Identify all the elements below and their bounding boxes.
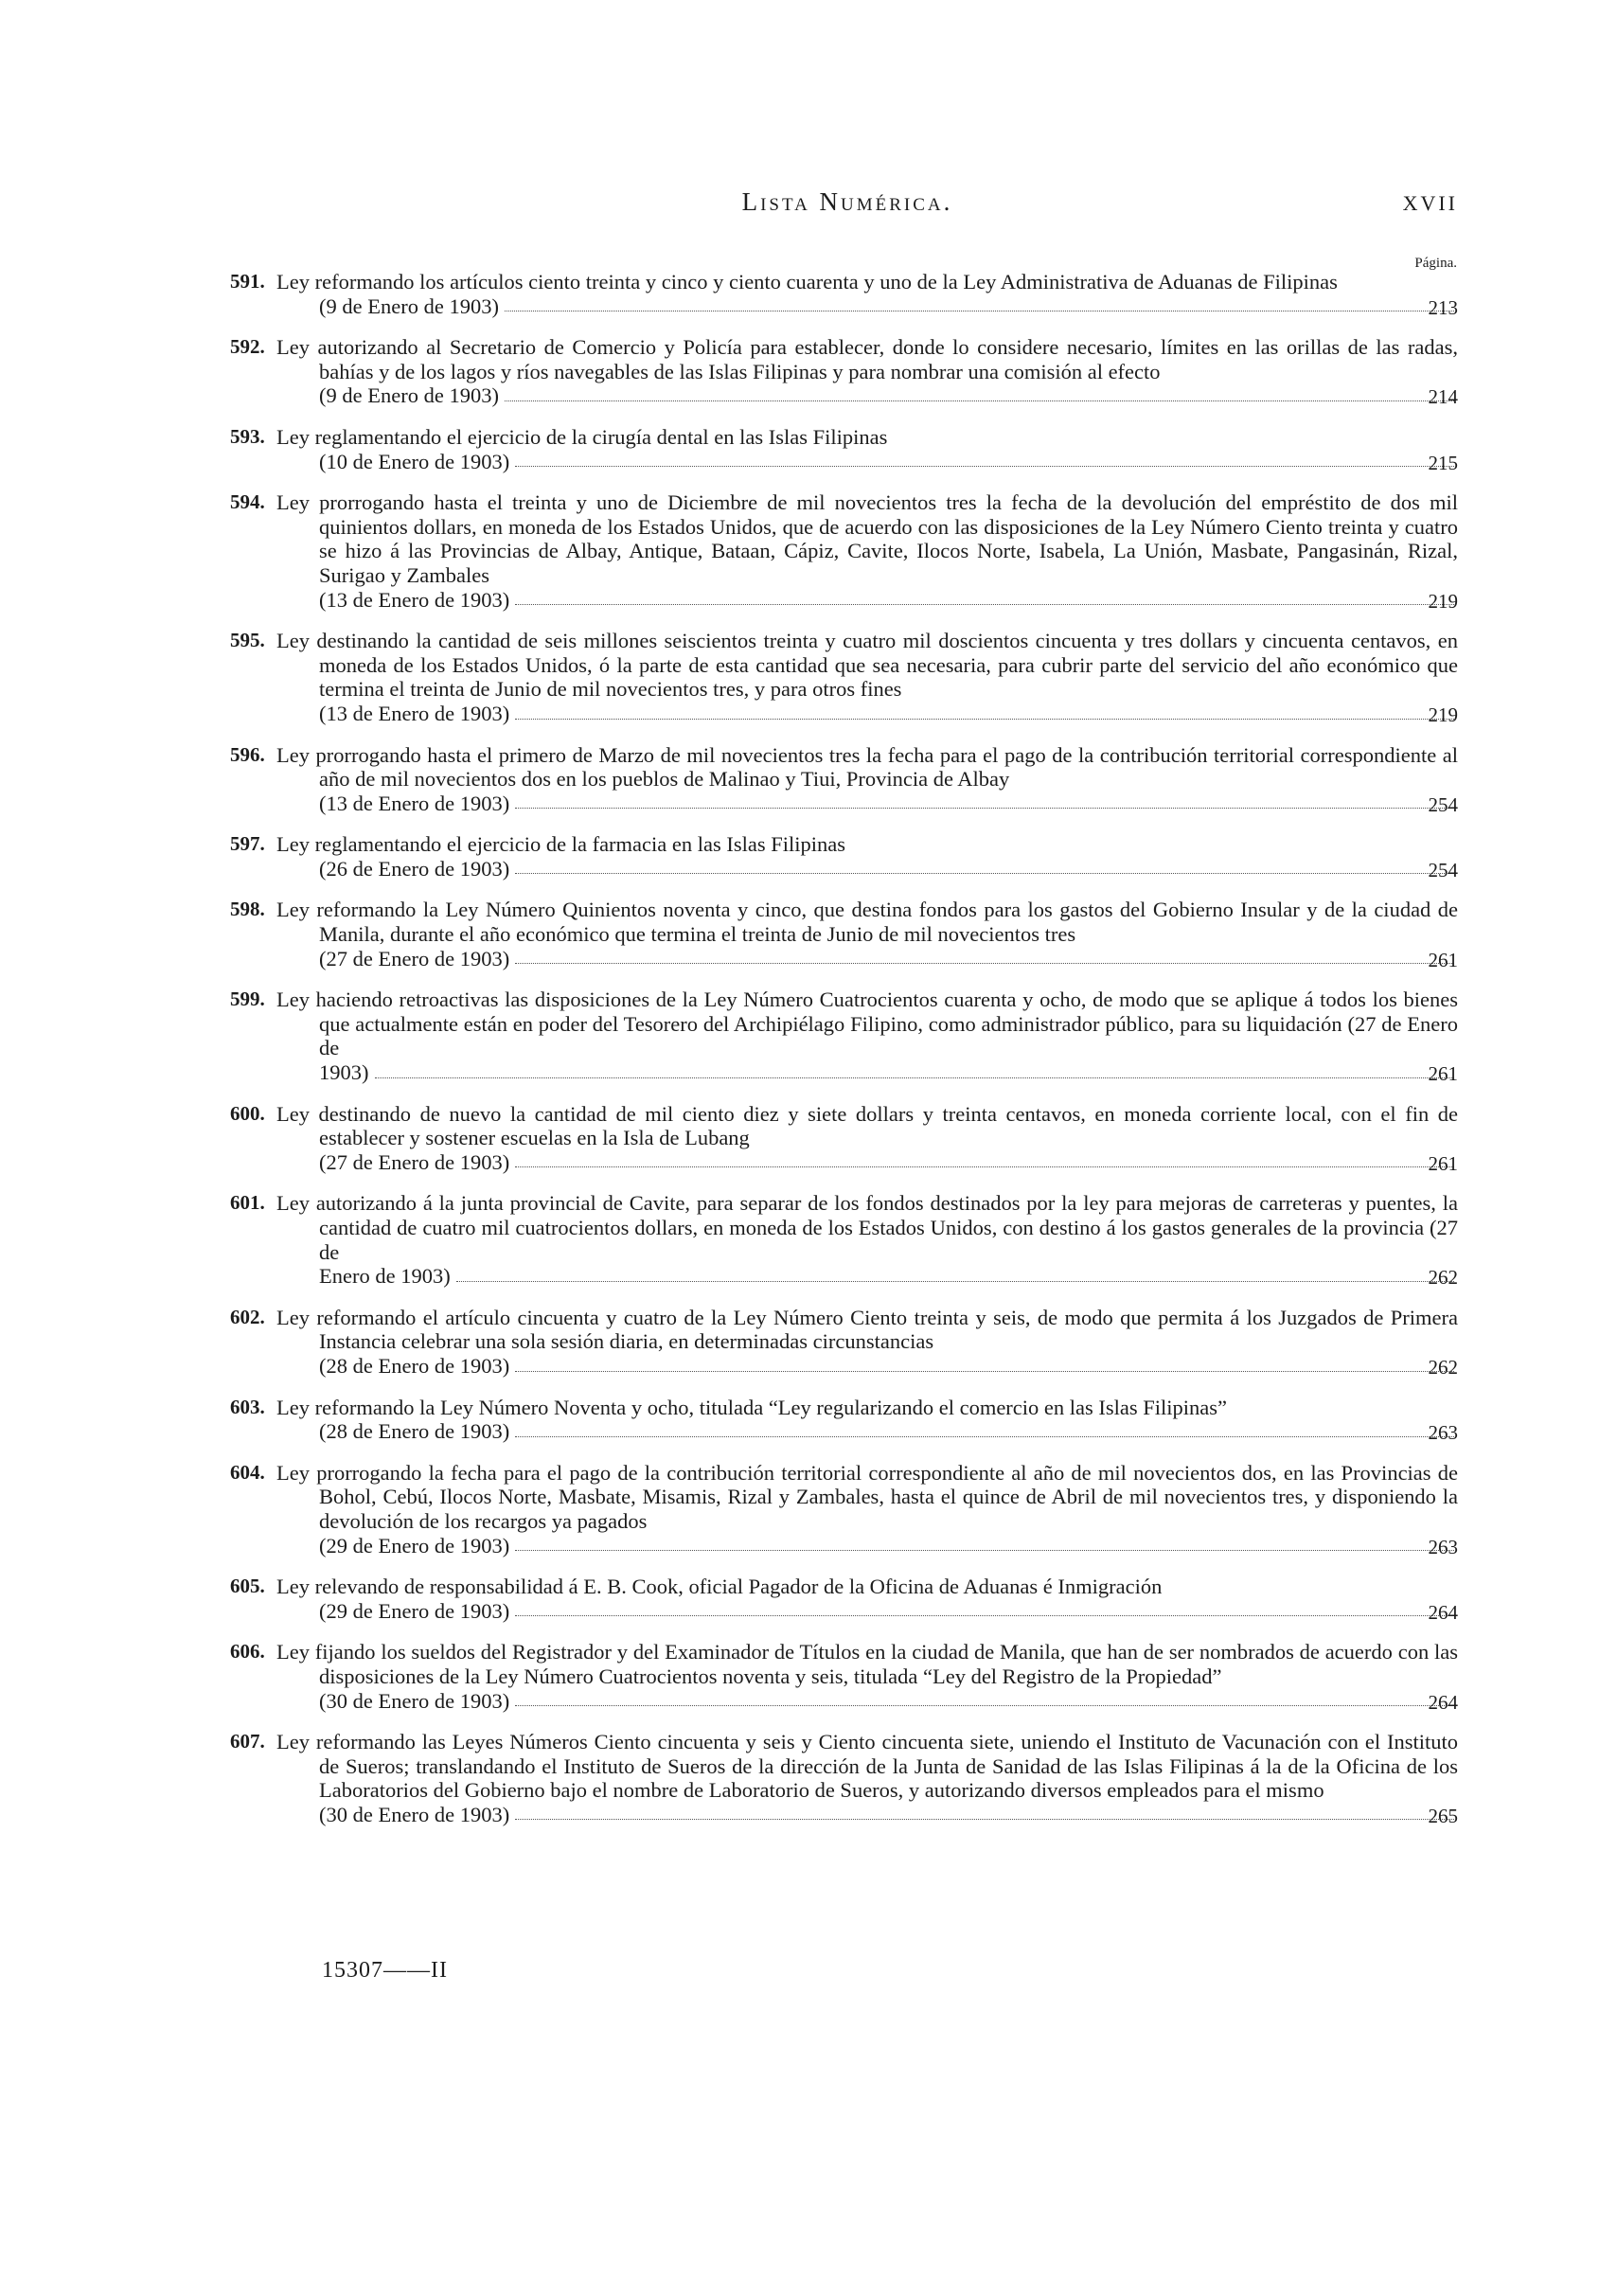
entry-number: 605. — [230, 1575, 265, 1598]
entry-text: Ley reformando el artículo cincuenta y cuatro de la Ley Número Ciento treinta y seis, de modo que permita á los Juzgados de Primera Instancia celebrar una sola sesión diaria, en determinadas circunstancias — [276, 1305, 1458, 1354]
list-item — [230, 1575, 1458, 1624]
entry-number: 601. — [230, 1191, 265, 1215]
entry-body — [276, 490, 1458, 612]
entry-text: Ley fijando los sueldos del Registrador y del Examinador de Títulos en la ciudad de Manila, que han de ser nombrados de acuerdo con las disposiciones de la Ley Número Cuatrocientos noventa y seis, titulada “Ley del Registro de la Propiedad” — [276, 1640, 1458, 1688]
page-number-roman: XVII — [1402, 191, 1458, 215]
entry-date: (27 de Enero de 1903) — [319, 1149, 510, 1174]
entry-page-number: 261 — [1428, 948, 1458, 971]
entry-leader-line — [319, 1150, 1458, 1175]
entry-page-number: 214 — [1428, 385, 1458, 409]
entry-text: Ley autorizando á la junta provincial de Cavite, para separar de los fondos destinados por la ley para mejoras de carreteras y puentes, la cantidad de cuatro mil cuatrocientos dollars, en moneda de los Estados Unidos, con destino á los gastos generales de la provincia (27 de — [276, 1191, 1458, 1264]
entry-number: 598. — [230, 898, 265, 921]
entry-date: (28 de Enero de 1903) — [319, 1353, 510, 1378]
entry-text: Ley reformando las Leyes Números Ciento cincuenta y seis y Ciento cincuenta siete, uniendo el Instituto de Vacunación con el Instituto de Sueros; translandando el Instituto de Sueros de la dirección de la Junta de Sanidad de las Islas Filipinas á la de la Oficina de los Laboratorios del Gobierno bajo el nombre de Laboratorio de Sueros, y autorizando diversos empleados para el mismo — [276, 1730, 1458, 1803]
entry-text: Ley reformando la Ley Número Quinientos noventa y cinco, que destina fondos para los gastos del Gobierno Insular y de la ciudad de Manila, durante el año económico que termina el treinta de Junio de mil novecientos tres — [276, 898, 1458, 947]
list-item — [230, 629, 1458, 726]
entry-leader-line — [319, 1599, 1458, 1624]
entry-number: 599. — [230, 988, 265, 1011]
entry-date: (26 de Enero de 1903) — [319, 856, 510, 881]
entry-body — [276, 1730, 1458, 1826]
entry-date: (30 de Enero de 1903) — [319, 1688, 510, 1713]
entry-date: (9 de Enero de 1903) — [319, 294, 499, 318]
dot-leader — [515, 1615, 1454, 1616]
entry-body — [276, 1306, 1458, 1379]
entry-body — [276, 1102, 1458, 1175]
entry-leader-line — [319, 1803, 1458, 1827]
dot-leader — [515, 808, 1454, 809]
entry-page-number: 264 — [1428, 1690, 1458, 1714]
entry-leader-line — [319, 792, 1458, 816]
list-item — [230, 1730, 1458, 1827]
entry-page-number: 263 — [1428, 1421, 1458, 1445]
dot-leader — [515, 604, 1454, 605]
entry-number: 593. — [230, 424, 265, 448]
entry-page-number: 261 — [1428, 1062, 1458, 1086]
entry-body — [276, 1575, 1458, 1623]
entry-date: (13 de Enero de 1903) — [319, 791, 510, 815]
entry-text: Ley prorrogando hasta el primero de Marzo de mil novecientos tres la fecha para el pago de la contribución territorial correspondiente al año de mil novecientos dos en los pueblos de Malinao y Tiui, Provincia de Albay — [276, 742, 1458, 792]
entry-page-number: 254 — [1428, 858, 1458, 881]
entry-number: 594. — [230, 490, 265, 514]
list-item — [230, 832, 1458, 881]
dot-leader — [515, 963, 1454, 964]
dot-leader — [375, 1077, 1455, 1078]
entry-body — [276, 898, 1458, 970]
entry-page-number: 265 — [1428, 1804, 1458, 1827]
entry-body — [276, 832, 1458, 881]
entry-number: 597. — [230, 832, 265, 856]
entry-leader-line — [319, 1264, 1458, 1289]
list-item — [230, 1460, 1458, 1558]
entry-text: Ley reformando los artículos ciento treinta y cinco y ciento cuarenta y uno de la Ley Administrativa de Aduanas de Filipinas — [276, 270, 1338, 294]
list-item — [230, 490, 1458, 613]
list-item — [230, 742, 1458, 816]
entry-date: (13 de Enero de 1903) — [319, 701, 510, 725]
entry-page-number: 213 — [1428, 295, 1458, 319]
entry-text: Ley prorrogando la fecha para el pago de la contribución territorial correspondiente al año de mil novecientos dos, en las Provincias de Bohol, Cebú, Ilocos Norte, Masbate, Misamis, Rizal y Zambales, hasta el quince de Abril de mil novecientos tres, y disponiendo la devolución de los recargos ya pagados — [276, 1460, 1458, 1533]
page-column-label: Página. — [1414, 256, 1457, 271]
list-item — [230, 270, 1458, 319]
law-list — [230, 270, 1458, 1843]
dot-leader — [515, 1371, 1454, 1372]
entry-text: Ley destinando de nuevo la cantidad de mil ciento diez y siete dollars y treinta centavos, en moneda corriente local, con el fin de establecer y sostener escuelas en la Isla de Lubang — [276, 1101, 1458, 1150]
entry-number: 606. — [230, 1640, 265, 1664]
entry-page-number: 215 — [1428, 451, 1458, 474]
entry-date: (10 de Enero de 1903) — [319, 449, 510, 473]
entry-number: 596. — [230, 742, 265, 766]
dot-leader — [456, 1281, 1454, 1282]
entry-leader-line — [319, 1060, 1458, 1085]
signature-mark: 15307——II — [322, 1958, 448, 1983]
list-item — [230, 988, 1458, 1086]
entry-leader-line — [319, 1689, 1458, 1714]
entry-number: 604. — [230, 1460, 265, 1484]
list-item — [230, 1640, 1458, 1714]
list-item — [230, 1191, 1458, 1290]
entry-date: 1903) — [319, 1060, 369, 1085]
entry-number: 603. — [230, 1395, 265, 1418]
entry-number: 602. — [230, 1305, 265, 1328]
entry-body — [276, 425, 1458, 473]
entry-body — [276, 1640, 1458, 1713]
list-item — [230, 898, 1458, 971]
entry-date: (9 de Enero de 1903) — [319, 383, 499, 408]
entry-page-number: 254 — [1428, 792, 1458, 816]
entry-page-number: 262 — [1428, 1355, 1458, 1379]
dot-leader — [515, 466, 1454, 467]
entry-date: (27 de Enero de 1903) — [319, 946, 510, 970]
entry-page-number: 219 — [1428, 589, 1458, 613]
dot-leader — [515, 1166, 1454, 1167]
entry-date: (13 de Enero de 1903) — [319, 587, 510, 612]
entry-leader-line — [319, 947, 1458, 971]
entry-body — [276, 335, 1458, 408]
entry-leader-line — [319, 1419, 1458, 1444]
entry-body — [276, 1461, 1458, 1557]
entry-page-number: 262 — [1428, 1266, 1458, 1290]
entry-text: Ley autorizando al Secretario de Comercio y Policía para establecer, donde lo considere necesario, límites en las orillas de las radas, bahías y de los lagos y ríos navegables de las Islas Filipinas y para nombrar una comisión al efecto — [276, 335, 1458, 383]
entry-leader-line — [319, 702, 1458, 726]
entry-page-number: 219 — [1428, 703, 1458, 726]
list-item — [230, 424, 1458, 474]
entry-leader-line — [319, 1534, 1458, 1558]
entry-leader-line — [319, 1354, 1458, 1379]
entry-body — [276, 1396, 1458, 1444]
entry-body — [276, 743, 1458, 816]
entry-date: (29 de Enero de 1903) — [319, 1598, 510, 1623]
entry-text: Ley destinando la cantidad de seis millones seiscientos treinta y cuatro mil doscientos cincuenta y tres dollars y cincuenta centavos, en moneda de los Estados Unidos, ó la parte de esta cantidad que sea necesaria, para cubrir parte del servicio del año económico que termina el treinta de Junio de mil novecientos tres, y para otros fines — [276, 629, 1458, 702]
list-item — [230, 1395, 1458, 1445]
list-item — [230, 1305, 1458, 1379]
list-item — [230, 1101, 1458, 1175]
entry-number: 592. — [230, 335, 265, 359]
dot-leader — [515, 873, 1454, 874]
entry-text: Ley haciendo retroactivas las disposiciones de la Ley Número Cuatrocientos cuarenta y ocho, de modo que se aplique á todos los bienes que actualmente están en poder del Tesorero del Archipiélago Filipino, como administrador público, para su liquidación (27 de Enero de — [276, 988, 1458, 1060]
dot-leader — [515, 1436, 1454, 1437]
entry-text: Ley reglamentando el ejercicio de la cirugía dental en las Islas Filipinas — [276, 424, 888, 449]
entry-body — [276, 629, 1458, 725]
entry-date: (28 de Enero de 1903) — [319, 1419, 510, 1444]
dot-leader — [515, 1705, 1454, 1706]
entry-body — [276, 988, 1458, 1084]
entry-body — [276, 270, 1458, 318]
dot-leader — [505, 400, 1454, 401]
entry-leader-line — [319, 294, 1458, 319]
entry-leader-line — [319, 383, 1458, 408]
entry-body — [276, 1191, 1458, 1288]
entry-text: Ley reglamentando el ejercicio de la farmacia en las Islas Filipinas — [276, 832, 845, 857]
entry-number: 591. — [230, 270, 265, 293]
entry-leader-line — [319, 588, 1458, 613]
entry-page-number: 261 — [1428, 1151, 1458, 1175]
entry-number: 600. — [230, 1101, 265, 1125]
entry-leader-line — [319, 857, 1458, 881]
entry-text: Ley relevando de responsabilidad á E. B. Cook, oficial Pagador de la Oficina de Aduanas é Inmigración — [276, 1575, 1163, 1599]
entry-text: Ley reformando la Ley Número Noventa y ocho, titulada “Ley regularizando el comercio en las Islas Filipinas” — [276, 1395, 1228, 1419]
entry-page-number: 264 — [1428, 1600, 1458, 1624]
entry-date: (30 de Enero de 1903) — [319, 1802, 510, 1826]
entry-number: 595. — [230, 629, 265, 652]
entry-leader-line — [319, 450, 1458, 474]
entry-number: 607. — [230, 1730, 265, 1753]
entry-page-number: 263 — [1428, 1535, 1458, 1558]
dot-leader — [515, 1819, 1454, 1820]
running-title: Lista Numérica. — [741, 187, 953, 216]
entry-date: Enero de 1903) — [319, 1264, 451, 1289]
entry-date: (29 de Enero de 1903) — [319, 1533, 510, 1557]
dot-leader — [515, 1550, 1454, 1551]
dot-leader — [515, 719, 1454, 720]
page-header — [237, 187, 1458, 225]
entry-text: Ley prorrogando hasta el treinta y uno de Diciembre de mil novecientos tres la fecha de la devolución del empréstito de dos mil quinientos dollars, en moneda de los Estados Unidos, que de acuerdo con las disposiciones de la Ley Número Ciento treinta y cuatro se hizo á las Provincias de Albay, Antique, Bataan, Cápiz, Cavite, Ilocos Norte, Isabela, La Unión, Masbate, Pangasinán, Rizal, Surigao y Zambales — [276, 490, 1458, 587]
list-item — [230, 335, 1458, 409]
